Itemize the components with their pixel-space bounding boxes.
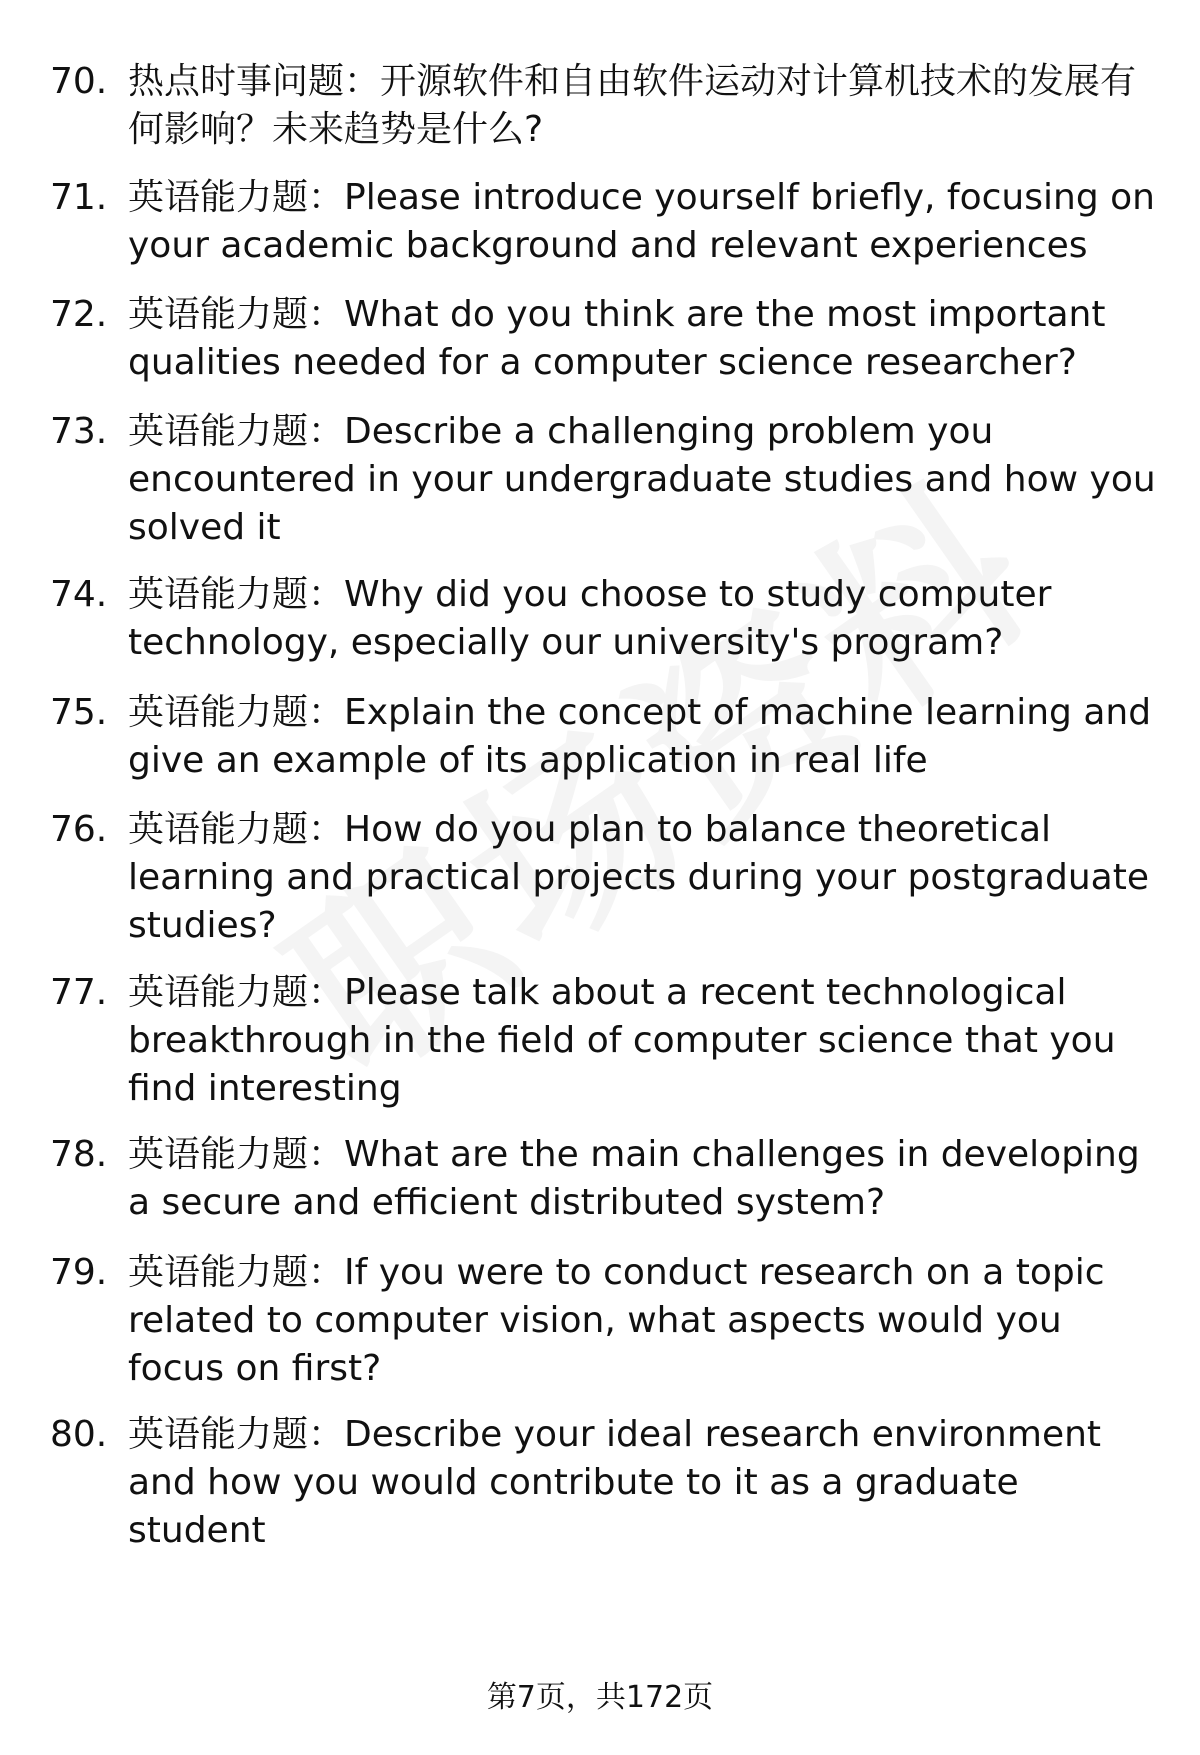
question-text: 英语能力题：What are the main challenges in developing a secure and efficient distributed system? — [128, 1134, 1140, 1223]
question-item — [50, 689, 1165, 785]
question-text: 英语能力题：Describe a challenging problem you encountered in your undergraduate studies and how you solved it — [128, 411, 1156, 548]
question-item — [50, 571, 1165, 667]
question-number: 77. — [50, 972, 108, 1013]
question-item — [50, 174, 1165, 270]
question-number: 80. — [50, 1414, 108, 1455]
question-item — [50, 969, 1165, 1113]
question-number: 75. — [50, 692, 108, 733]
question-text: 英语能力题：Why did you choose to study computer technology, especially our university's program? — [128, 574, 1052, 663]
question-number: 78. — [50, 1134, 108, 1175]
question-number: 79. — [50, 1252, 108, 1293]
question-item — [50, 1131, 1165, 1227]
question-text: 英语能力题：Describe your ideal research environment and how you would contribute to it as a graduate student — [128, 1414, 1102, 1551]
question-text: 热点时事问题：开源软件和自由软件运动对计算机技术的发展有何影响？未来趋势是什么? — [128, 61, 1137, 150]
question-text: 英语能力题：What do you think are the most important qualities needed for a computer science researcher? — [128, 294, 1106, 383]
page-footer: 第7页，共172页 — [486, 1680, 714, 1715]
question-text: 英语能力题：Please talk about a recent technological breakthrough in the field of computer science that you find interesting — [128, 972, 1116, 1109]
question-item — [50, 58, 1165, 154]
question-item — [50, 806, 1165, 950]
question-number: 72. — [50, 294, 108, 335]
question-item — [50, 1411, 1165, 1555]
question-number: 73. — [50, 411, 108, 452]
question-number: 70. — [50, 61, 108, 102]
question-item — [50, 1249, 1165, 1393]
question-item — [50, 291, 1165, 387]
question-text: 英语能力题：Please introduce yourself briefly, focusing on your academic background and relevant experiences — [128, 177, 1155, 266]
question-text: 英语能力题：How do you plan to balance theoretical learning and practical projects during your postgraduate studies? — [128, 809, 1149, 946]
question-text: 英语能力题：Explain the concept of machine learning and give an example of its application in real life — [128, 692, 1152, 781]
question-item — [50, 408, 1165, 552]
question-number: 76. — [50, 809, 108, 850]
question-number: 74. — [50, 574, 108, 615]
question-number: 71. — [50, 177, 108, 218]
question-text: 英语能力题：If you were to conduct research on a topic related to computer vision, what aspects would you focus on first? — [128, 1252, 1105, 1389]
